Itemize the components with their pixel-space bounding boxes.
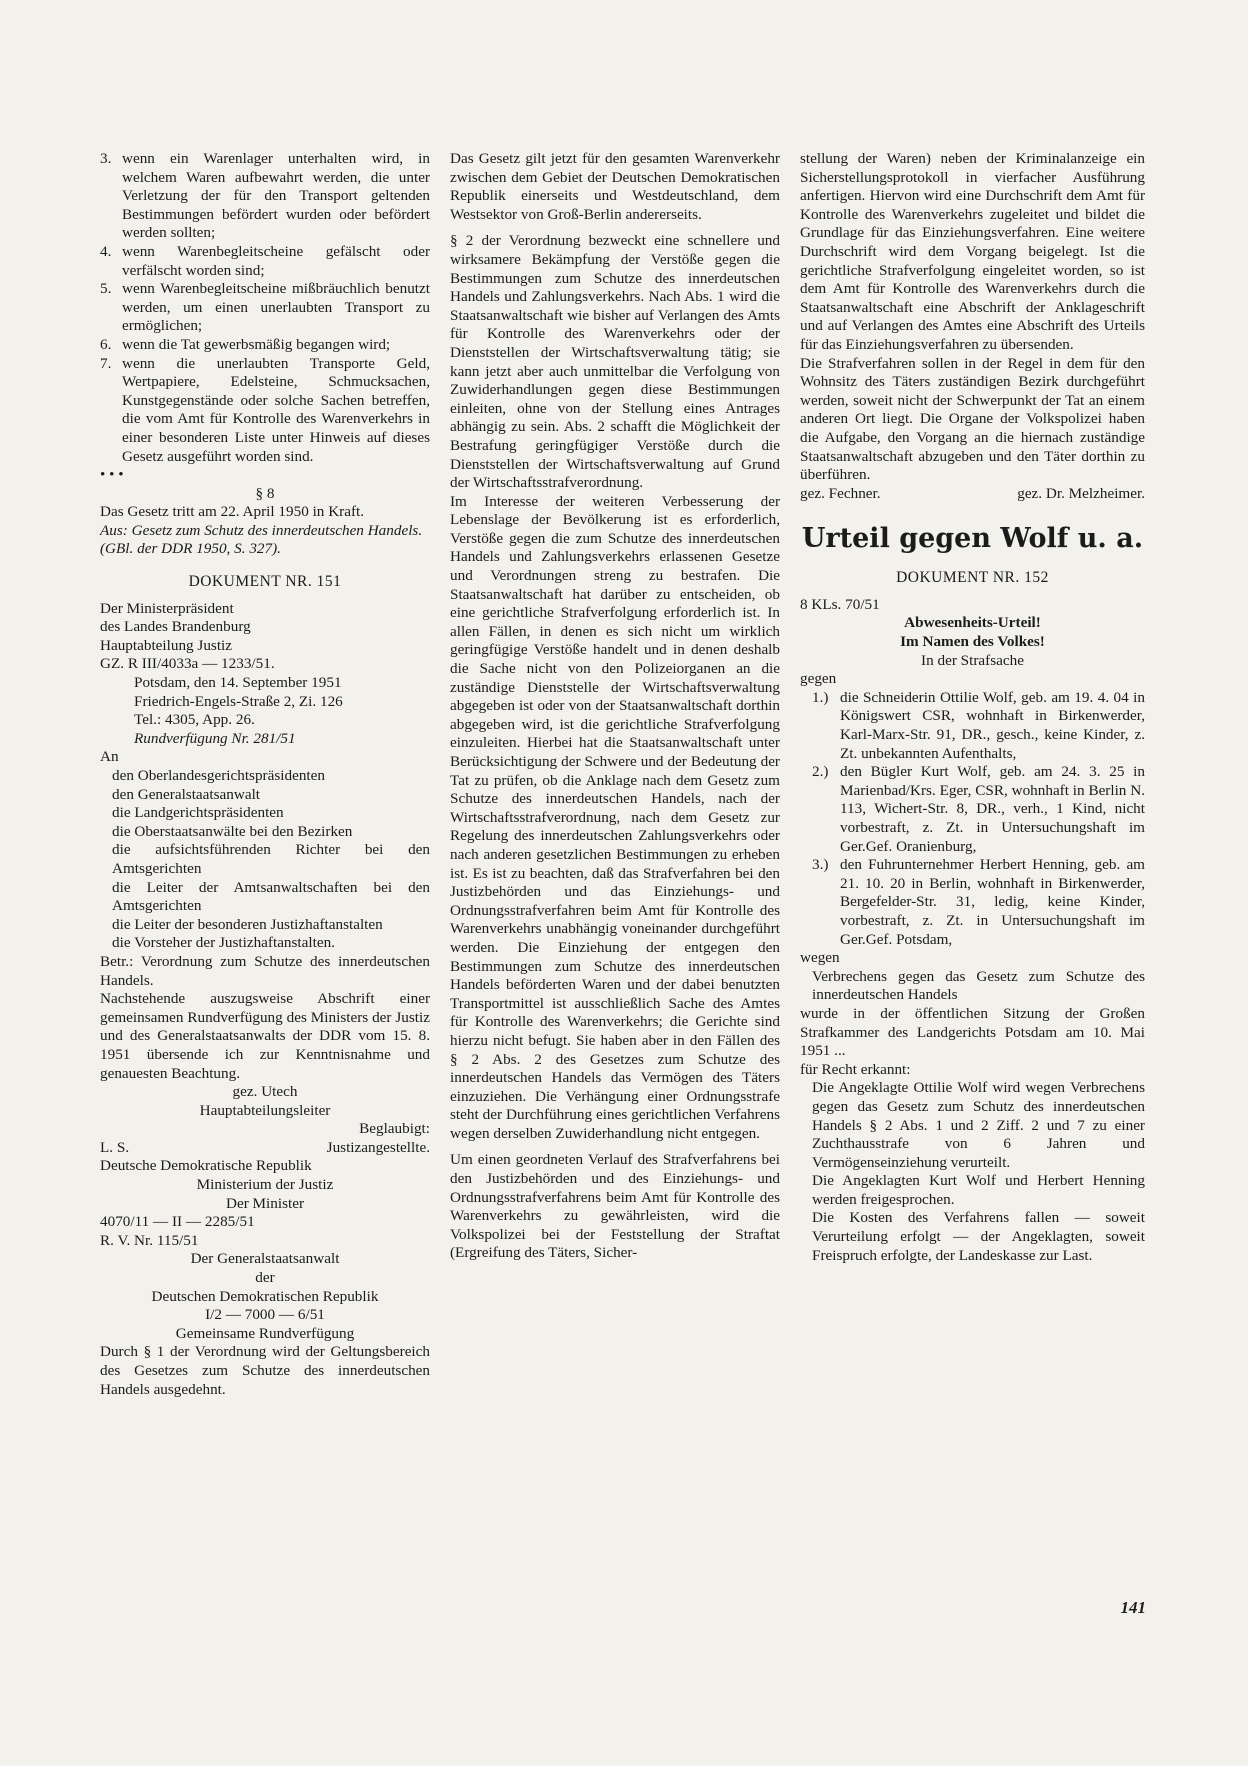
place-date-line: Tel.: 4305, App. 26. (134, 711, 255, 729)
list-text: wenn Warenbegleitscheine gefälscht oder verfälscht worden sind; (122, 242, 430, 279)
recipient: die Leiter der besonderen Justizhaftanstalten (112, 915, 383, 933)
body-paragraph: § 2 der Verordnung bezweckt eine schnellere und wirksamere Bekämpfung der Verstöße gegen die Bestimmungen zum Schutze des innerdeutschen Handels und Zahlungsverkehrs. Nach Abs. 1 wird die Staatsanwaltschaft wie bisher auf Verlangen des Amts für Kontrolle des Warenverkehrs oder der Dienststellen der Wirtschaftsverwaltung tätig; sie kann jetzt aber auch unmittelbar die Verfolgung von Zuwiderhandlungen gegen diese Bestimmungen einleiten, ohne von der Stellung eines Antrages abhängig zu sein. Abs. 2 schafft die Möglichkeit der Bestrafung geringfügiger Verstöße durch die Dienststellen der Wirtschaftsverwaltung auf Grund der Wirtschaftsstrafverordnung. (450, 232, 780, 492)
ministry-line: Deutsche Demokratische Republik (100, 1157, 312, 1175)
gsta-line: der (255, 1269, 275, 1287)
ministry-line: Der Minister (225, 1194, 305, 1212)
reference-number: 4070/11 — II — 2285/51 (100, 1213, 255, 1231)
ruling-paragraph: Die Angeklagten Kurt Wolf und Herbert Henning werden freigesprochen. (812, 1172, 1145, 1208)
body-paragraph: Im Interesse der weiteren Verbesserung der Lebenslage der Bevölkerung ist es erforderlich, Verstöße gegen die zum Schutze des innerdeutschen Handels und Zahlungsverkehrs erlassenen Gesetze und Verordnungen streng zu bestrafen. Die Staatsanwaltschaft hat darüber zu entscheiden, ob eine gerichtliche Strafverfolgung erforderlich ist. In allen Fällen, in denen es sich nicht um wirklich geringfügige Verstöße handelt und in denen deshalb die Sache nicht von den Polizeiorganen an die zuständige Dienststelle der Wirtschaftsverwaltung abgegeben ist oder von der Staatsanwaltschaft dorthin abgegeben wird, ist die gerichtliche Strafverfolgung einzuleiten. Hierbei hat die Staatsanwaltschaft unter Berücksichtigung der Schwere und der Bedeutung der Tat zu prüfen, ob die Anklage nach dem Gesetz zum Schutze des innerdeutschen Handels, nach der Wirtschaftsstrafverordnung, nach dem Gesetz zur Regelung des innerdeutschen Zahlungsverkehrs oder nach anderen gesetzlichen Bestimmungen zu erheben ist. Es ist zu beachten, daß das Strafverfahren bei den Justizbehörden und das Einziehungs- und Ordnungsstrafverfahren beim Amt für Kontrolle des Warenverkehrs unabhängig voneinander durchgeführt werden. Die Einziehung der entgegen den Bestimmungen zum Schutze des innerdeutschen Handels beförderten Waren und der dabei benutzten Transportmittel ist ausschließlich Sache des Amtes für Kontrolle des Warenverkehrs; die Gerichte sind hierzu nicht befugt. Sie haben aber in den Fällen des § 2 Abs. 2 des Gesetzes zum Schutze des innerdeutschen Handels das Vermögen des Täters einzuziehen. Die Verhängung einer Ordnungsstrafe steht der Durchführung eines gerichtlichen Verfahrens wegen derselben Zuwiderhandlung nicht entgegen. (450, 492, 780, 1142)
list-number: 7. (100, 354, 112, 372)
sender-line: des Landes Brandenburg (100, 618, 251, 636)
place-date-block (100, 674, 430, 748)
reference-number: R. V. Nr. 115/51 (100, 1231, 199, 1249)
list-item (100, 280, 430, 336)
signature: gez. Dr. Melzheimer. (1017, 484, 1145, 502)
ruling-paragraph: Die Angeklagte Ottilie Wolf wird wegen Verbrechens gegen das Gesetz zum Schutz des innerdeutschen Handels § 2 Abs. 1 und 2 Ziff. 2 und 7 zu einer Zuchthausstrafe von 6 Jahren und Vermögenseinziehung verurteilt. (812, 1079, 1145, 1171)
list-number: 3.) (812, 856, 829, 874)
recipient: die Vorsteher der Justizhaftanstalten. (112, 934, 335, 952)
against-label: gegen (800, 670, 837, 688)
body-paragraph: Durch § 1 der Verordnung wird der Geltungsbereich des Gesetzes zum Schutze des innerdeutschen Handels ausgedehnt. (100, 1343, 430, 1398)
list-item (100, 336, 430, 355)
law-effective-text: Das Gesetz tritt am 22. April 1950 in Kraft. (100, 503, 365, 521)
certified-label: Beglaubigt: (359, 1120, 430, 1138)
recipient: den Generalstaatsanwalt (112, 785, 261, 803)
ministry-line: Ministerium der Justiz (196, 1176, 334, 1194)
circular-number: Rundverfügung Nr. 281/51 (134, 729, 296, 747)
list-text: die Schneiderin Ottilie Wolf, geb. am 19. 4. 04 in Königswert CSR, wohnhaft in Birkenwerder, Karl-Marx-Str. 91, DR., gesch., keine Kinder, z. Zt. unbekannten Aufenthalts, (840, 688, 1145, 762)
list-number: 1.) (812, 688, 829, 706)
session-text: wurde in der öffentlichen Sitzung der Großen Strafkammer des Landgerichts Potsdam am 10. Mai 1951 ... (800, 1004, 1145, 1060)
list-text: wenn Warenbegleitscheine mißbräuchlich benutzt werden, um einen unerlaubten Transport zu ermöglichen; (122, 280, 430, 335)
gsta-line: Deutschen Demokratischen Republik (151, 1287, 379, 1305)
source-gazette: (GBl. der DDR 1950, S. 327). (100, 540, 281, 558)
column-right (800, 150, 1145, 1265)
list-item (100, 150, 430, 243)
list-text: wenn die unerlaubten Transporte Geld, Wertpapiere, Edelsteine, Schmucksachen, Kunstgegenstände oder solche Sachen betreffen, die vom Amt für Kontrolle des Warenverkehrs in einer besonderen Liste unter Hinweis auf dieses Gesetz ausgeführt worden sind. (122, 354, 430, 465)
seal-title: Justizangestellte. (326, 1138, 430, 1156)
recipients-list (100, 767, 430, 953)
sender-line: Der Ministerpräsident (100, 599, 234, 617)
list-text: den Fuhrunternehmer Herbert Henning, geb. am 21. 10. 20 in Berlin, wohnhaft in Birkenwerder, Bergefelder-Str. 31, ledig, keine Kinder, vorbestraft, z. Zt. in Untersuchungshaft im Ger.Gef. Potsdam, (840, 856, 1145, 948)
ruling-label: für Recht erkannt: (800, 1060, 911, 1078)
body-paragraph: Die Strafverfahren sollen in der Regel in dem für den Wohnsitz des Täters zuständigen Bezirk durchgeführt werden, soweit nicht der Schwerpunkt der Tat an einem anderen Ort liegt. Die Organe der Volkspolizei haben die Aufgabe, den Vorgang an die hiernach zuständige Staatsanwaltschaft abzugeben und den Täter dorthin zu überführen. (800, 354, 1145, 484)
charge-text: Verbrechens gegen das Gesetz zum Schutze des innerdeutschen Handels (812, 967, 1145, 1004)
case-number: 8 KLs. 70/51 (800, 595, 880, 613)
list-number: 2.) (812, 763, 829, 781)
section-heading: Urteil gegen Wolf u. a. (801, 523, 1144, 555)
seal-line (100, 1139, 430, 1158)
list-item (100, 243, 430, 280)
sender-block (100, 600, 430, 674)
list-number: 3. (100, 150, 112, 167)
verdict-formula: Im Namen des Volkes! (900, 633, 1045, 651)
section-heading: § 8 (255, 484, 275, 502)
recipient: die Leiter der Amtsanwaltschaften bei den Amtsgerichten (112, 878, 430, 915)
case-label: In der Strafsache (921, 651, 1024, 669)
body-paragraph: stellung der Waren) neben der Kriminalanzeige ein Sicherstellungsprotokoll in vierfacher Ausführung anfertigen. Hiervon wird eine Durchschrift dem Amt für Kontrolle des Warenverkehrs zugeleitet und bildet die Grundlage für das Einziehungsverfahren. Eine weitere Durchschrift wird dem Vorgang beigelegt. Ist die gerichtliche Strafverfolgung eingeleitet worden, so ist dem Amt für Kontrolle des Warenverkehrs durch die Staatsanwaltschaft eine Abschrift der Anklageschrift und auf Verlangen des Amtes eine Abschrift des Urteils für das Einziehungsverfahren zu übersenden. (800, 150, 1145, 353)
recipient: die Landgerichtspräsidenten (112, 804, 284, 822)
place-date-line: Potsdam, den 14. September 1951 (134, 674, 342, 692)
recipient: die Oberstaatsanwälte bei den Bezirken (112, 822, 353, 840)
because-label: wegen (800, 949, 840, 967)
ellipsis: • • • (100, 466, 124, 484)
list-text: den Bügler Kurt Wolf, geb. am 24. 3. 25 in Marienbad/Krs. Eger, CSR, wohnhaft in Berlin N. 113, Wichert-Str. 8, DR., verh., 1 Kind, nicht vorbestraft, z. Zt. in Untersuchungshaft im Ger.Gef. Oranienburg, (840, 763, 1145, 855)
document-heading-152: DOKUMENT NR. 152 (896, 569, 1049, 587)
list-text: wenn ein Warenlager unterhalten wird, in welchem Waren aufbewahrt werden, die unter Verletzung der für den Transport geltenden Bestimmungen befördert wurden oder befördert werden sollten; (122, 150, 430, 242)
list-item (100, 355, 430, 467)
body-paragraph: Das Gesetz gilt jetzt für den gesamten Warenverkehr zwischen dem Gebiet der Deutschen Demokratischen Republik einerseits und Westdeutschland, dem Westsektor von Groß-Berlin andererseits. (450, 150, 780, 223)
list-number: 6. (100, 335, 112, 353)
sender-line: GZ. R III/4033a — 1233/51. (100, 655, 275, 673)
column-left (100, 150, 430, 1399)
body-paragraph: Um einen geordneten Verlauf des Strafverfahrens bei den Justizbehörden und des Einziehungs- und Ordnungsstrafverfahrens beim Amt für Kontrolle des Warenverkehrs zu gewährleisten, wird die Volkspolizei bei der Feststellung der Straftat (Ergreifung des Täters, Sicher- (450, 1151, 780, 1262)
list-number: 5. (100, 280, 112, 298)
gsta-line: I/2 — 7000 — 6/51 (205, 1306, 325, 1324)
gsta-line: Der Generalstaatsanwalt (190, 1250, 340, 1268)
document-heading-151: DOKUMENT NR. 151 (188, 573, 342, 591)
recipients-label: An (100, 748, 119, 766)
signature-title: Hauptabteilungsleiter (199, 1101, 331, 1119)
column-middle (450, 150, 780, 1263)
gsta-line: Gemeinsame Rundverfügung (175, 1324, 355, 1342)
source-citation: Aus: Gesetz zum Schutz des innerdeutschen Handels. (100, 521, 423, 539)
sender-line: Hauptabteilung Justiz (100, 636, 233, 654)
verdict-type: Abwesenheits-Urteil! (904, 614, 1041, 632)
recipient: die aufsichtsführenden Richter bei den Amtsgerichten (112, 841, 430, 877)
ruling-paragraph: Die Kosten des Verfahrens fallen — soweit Verurteilung erfolgt — der Angeklagten, soweit Freispruch erfolgte, der Landeskasse zur Last. (812, 1209, 1145, 1264)
list-item (800, 763, 1145, 856)
signature: gez. Fechner. (800, 484, 881, 502)
recipient: den Oberlandesgerichtspräsidenten (112, 767, 325, 784)
seal-abbrev: L. S. (100, 1138, 130, 1156)
list-item (800, 689, 1145, 763)
signature: gez. Utech (232, 1083, 298, 1101)
page-number: 141 (1120, 1598, 1146, 1617)
body-paragraph: Nachstehende auszugsweise Abschrift einer gemeinsamen Rundverfügung des Ministers der Justiz und des Generalstaatsanwalts der DDR vom 15. 8. 1951 übersende ich zur Kenntnisnahme und genauesten Beachtung. (100, 990, 430, 1082)
list-item (800, 856, 1145, 949)
place-date-line: Friedrich-Engels-Straße 2, Zi. 126 (134, 692, 343, 710)
list-text: wenn die Tat gewerbsmäßig begangen wird; (122, 335, 391, 353)
signature-line (800, 485, 1145, 504)
subject-line: Betr.: Verordnung zum Schutze des innerdeutschen Handels. (100, 952, 430, 989)
list-number: 4. (100, 242, 112, 260)
